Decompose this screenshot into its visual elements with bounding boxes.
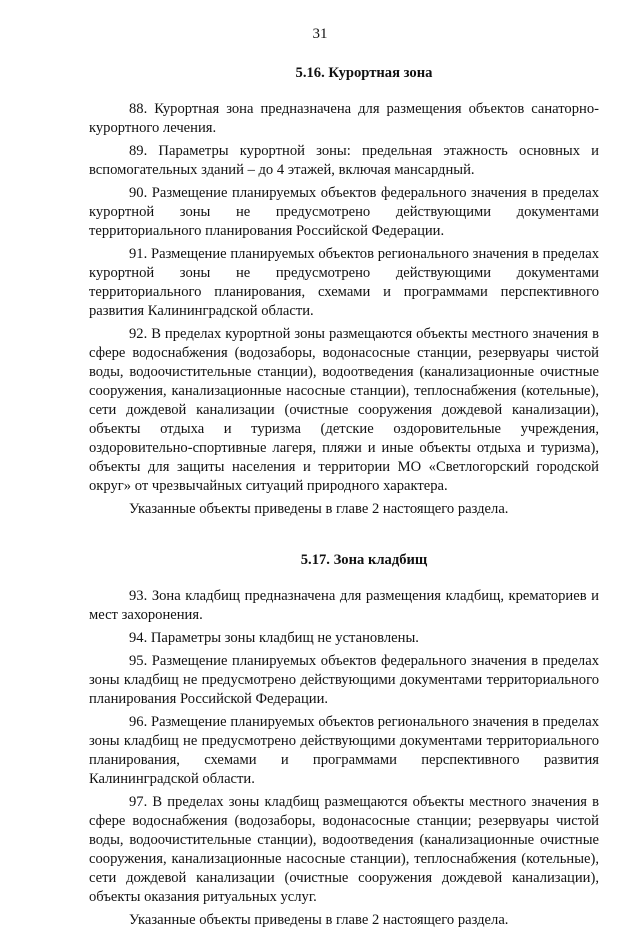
paragraph-94: 94. Параметры зоны кладбищ не установлены. bbox=[129, 630, 419, 646]
paragraph-93: 93. Зона кладбищ предназначена для размещения кладбищ, крематориев и мест захоронения. bbox=[89, 588, 599, 623]
paragraph-91: 91. Размещение планируемых объектов регионального значения в пределах курортной зоны не предусмотрено действующими документами территориального планирования, схемами и программами перспективного развития Калининградской области. bbox=[89, 246, 599, 319]
paragraph-cemetery-note: Указанные объекты приведены в главе 2 настоящего раздела. bbox=[129, 912, 509, 928]
paragraph-resort-note: Указанные объекты приведены в главе 2 настоящего раздела. bbox=[129, 501, 509, 517]
paragraph-89: 89. Параметры курортной зоны: предельная этажность основных и вспомогательных зданий – до 4 этажей, включая мансардный. bbox=[89, 143, 599, 178]
paragraph-97: 97. В пределах зоны кладбищ размещаются объекты местного значения в сфере водоснабжения (водозаборы, водонасосные станции; резервуары чистой воды, водоочистительные станции), водоотведения (канализационные очистные сооружения, канализационные насосные станции), теплоснабжения (котельные), сети дождевой канализации (очистные сооружения дождевой канализации), объекты оказания ритуальных услуг. bbox=[89, 794, 599, 905]
paragraph-95: 95. Размещение планируемых объектов федерального значения в пределах зоны кладбищ не предусмотрено действующими документами территориального планирования Российской Федерации. bbox=[89, 653, 599, 707]
paragraph-90: 90. Размещение планируемых объектов федерального значения в пределах курортной зоны не предусмотрено действующими документами территориального планирования Российской Федерации. bbox=[89, 185, 599, 239]
document-body bbox=[89, 64, 599, 934]
section-title-cemetery-zone: 5.17. Зона кладбищ bbox=[300, 552, 428, 568]
paragraph-88: 88. Курортная зона предназначена для размещения объектов санаторно-курортного лечения. bbox=[89, 101, 599, 136]
page-number: 31 bbox=[312, 26, 328, 42]
paragraph-96: 96. Размещение планируемых объектов регионального значения в пределах зоны кладбищ не предусмотрено действующими документами территориального планирования, схемами и программами перспективного развития Калининградской области. bbox=[89, 714, 599, 787]
section-title-resort-zone: 5.16. Курортная зона bbox=[295, 65, 433, 81]
paragraph-92: 92. В пределах курортной зоны размещаются объекты местного значения в сфере водоснабжения (водозаборы, водонасосные станции, резервуары чистой воды, водоочистительные станции), водоотведения (канализационные очистные сооружения, канализационные насосные станции), теплоснабжения (котельные), сети дождевой канализации (очистные сооружения дождевой канализации), объекты отдыха и туризма (детские оздоровительные учреждения, оздоровительно-спортивные лагеря, пляжи и иные объекты отдыха и туризма), объекты для защиты населения и территории МО «Светлогорский городской округ» от чрезвычайных ситуаций природного характера. bbox=[89, 326, 599, 494]
